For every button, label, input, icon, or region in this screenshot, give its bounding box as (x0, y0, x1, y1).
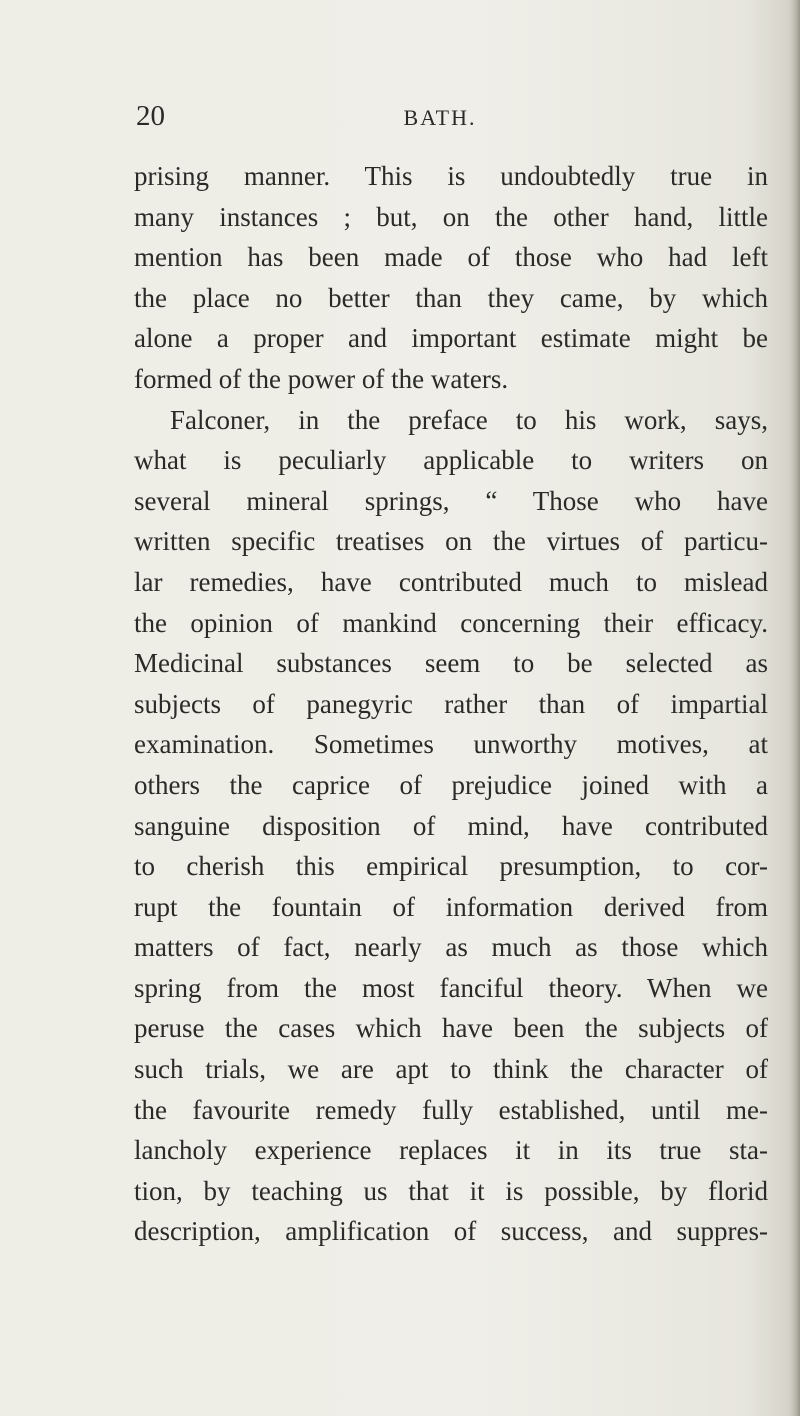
text-line: Falconer, in the preface to his work, says, (170, 404, 768, 435)
text-line: subjects of panegyric rather than of impartial (134, 688, 768, 719)
text-line: lancholy experience replaces it in its true sta- (134, 1135, 768, 1166)
text-line: such trials, we are apt to think the character of (134, 1054, 768, 1085)
text-line: alone a proper and important estimate might be (134, 323, 768, 354)
text-line: lar remedies, have contributed much to mislead (134, 566, 768, 597)
text-line: rupt the fountain of information derived from (134, 891, 768, 922)
text-line: formed of the power of the waters. (134, 363, 509, 394)
page-number: 20 (136, 100, 165, 132)
text-line: the favourite remedy fully established, until me- (134, 1094, 768, 1125)
text-line: spring from the most fanciful theory. When we (134, 972, 768, 1003)
text-line: peruse the cases which have been the subjects of (134, 1013, 768, 1044)
page-header (120, 96, 760, 136)
text-line: prising manner. This is undoubtedly true in (134, 161, 768, 191)
text-line: matters of fact, nearly as much as those which (134, 932, 768, 963)
text-line: written specific treatises on the virtues of particu- (134, 526, 768, 557)
page-edge-shadow (790, 0, 800, 1416)
text-line: the opinion of mankind concerning their efficacy. (134, 607, 768, 638)
text-line: sanguine disposition of mind, have contributed (134, 810, 768, 841)
text-line: what is peculiarly applicable to writers on (134, 445, 768, 476)
text-line: many instances ; but, on the other hand, little (134, 201, 768, 232)
text-line: several mineral springs, “ Those who have (134, 485, 768, 516)
text-line: tion, by teaching us that it is possible, by florid (134, 1175, 768, 1206)
text-line: Medicinal substances seem to be selected as (134, 648, 768, 679)
text-line: examination. Sometimes unworthy motives, at (134, 729, 768, 760)
text-line: description, amplification of success, and suppres- (134, 1216, 768, 1247)
text-line: the place no better than they came, by which (134, 282, 768, 313)
running-head: BATH. (403, 105, 477, 130)
text-line: to cherish this empirical presumption, to cor- (134, 851, 768, 882)
body-text (134, 156, 768, 1252)
text-line: mention has been made of those who had left (134, 242, 768, 273)
text-line: others the caprice of prejudice joined with a (134, 769, 768, 800)
